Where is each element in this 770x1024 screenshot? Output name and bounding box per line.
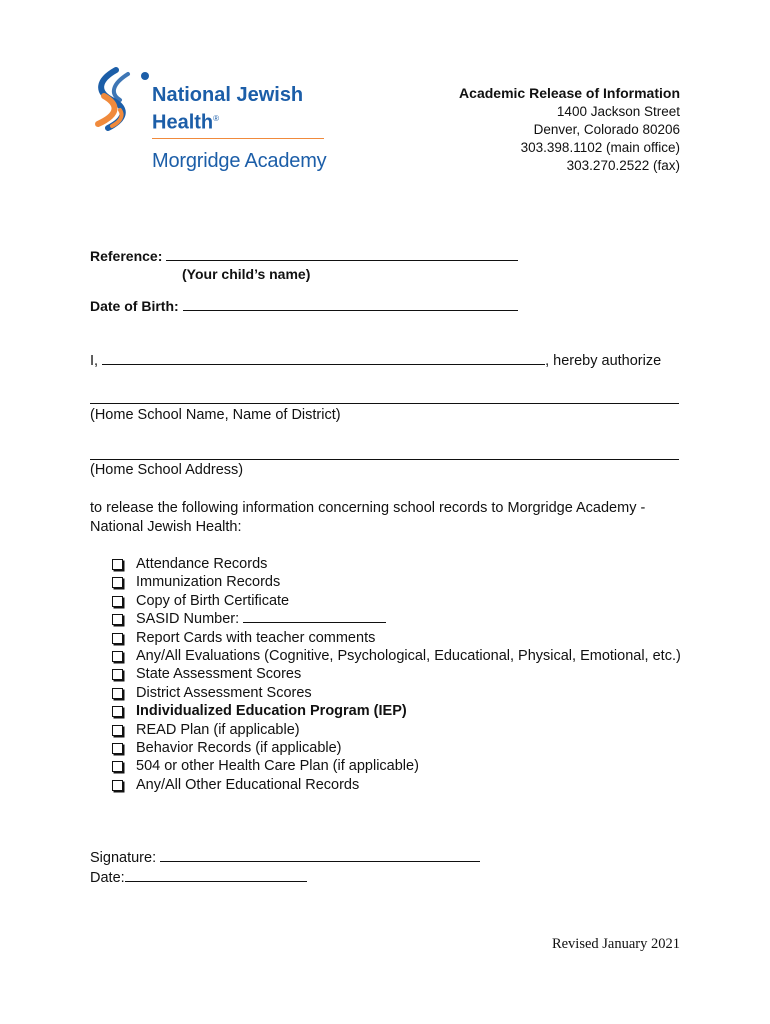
checklist-label: Any/All Other Educational Records [136,776,360,793]
logo-wordmark [152,84,303,135]
checkbox[interactable] [112,577,123,588]
parent-name-field[interactable] [102,352,545,365]
date-field[interactable] [125,869,307,882]
list-item [112,647,682,665]
list-item [112,776,682,794]
phone-main: 303.398.1102 (main office) [520,140,680,155]
checklist-label: Immunization Records [136,574,281,591]
checklist-label: Behavior Records (if applicable) [136,740,342,757]
reference-field[interactable] [166,248,518,261]
school-address-hint: (Home School Address) [90,462,244,478]
list-item [112,665,682,683]
checkbox[interactable] [112,688,123,699]
checkbox[interactable] [112,725,123,736]
i-label: I, [90,353,99,369]
checkbox[interactable] [112,633,123,644]
signature-label: Signature: [90,850,157,866]
reference-hint: (Your child’s name) [182,266,311,282]
checkbox[interactable] [112,651,123,662]
list-item [112,721,682,739]
dob-field[interactable] [183,298,518,311]
checklist-label: State Assessment Scores [136,666,302,683]
list-item [112,573,682,591]
signature-row [90,849,480,866]
checklist-label: READ Plan (if applicable) [136,721,300,738]
phone-fax: 303.270.2522 (fax) [566,158,680,173]
checklist-label: Report Cards with teacher comments [136,629,376,646]
list-item [112,592,682,610]
checkbox[interactable] [112,596,123,607]
checkbox[interactable] [112,761,123,772]
checkbox[interactable] [112,706,123,717]
authorize-row [90,352,661,369]
list-item [112,702,682,720]
reference-row [90,248,518,264]
checkbox[interactable] [112,614,123,625]
revised-date: Revised January 2021 [551,936,680,952]
checklist-label: SASID Number: [136,611,240,628]
checklist-label: Any/All Evaluations (Cognitive, Psychological, Educational, Physical, Emotional, etc.) [136,648,681,665]
school-name-hint: (Home School Name, Name of District) [90,407,341,423]
checklist-label: Copy of Birth Certificate [136,592,290,609]
list-item [112,629,682,647]
logo-org-line1: National Jewish [152,84,304,106]
checklist-label: 504 or other Health Care Plan (if applicable) [136,758,419,775]
release-paragraph: to release the following information concerning school records to Morgridge Academy - National Jewish Health: [90,500,646,535]
list-item [112,684,682,702]
sasid-field[interactable] [243,610,386,623]
date-label: Date: [90,870,125,886]
list-item [112,757,682,775]
dna-helix-icon [90,66,150,136]
checklist-label: Attendance Records [136,556,268,572]
checkbox[interactable] [112,559,123,570]
registered-mark: ® [213,114,220,123]
list-item [112,739,682,757]
dob-row [90,298,518,314]
checkbox[interactable] [112,743,123,754]
dob-label: Date of Birth: [90,298,179,314]
page-title: Academic Release of Information [459,85,680,101]
list-item [112,610,682,628]
signature-field[interactable] [160,849,480,862]
checklist-label: Individualized Education Program (IEP) [136,703,407,720]
logo-org-line2: Health [152,111,214,134]
logo-academy-name: Morgridge Academy [152,150,327,172]
records-checklist [112,555,682,794]
logo-divider [152,138,324,139]
authorize-text: , hereby authorize [545,353,662,369]
reference-label: Reference: [90,248,163,264]
letterhead-address [459,84,680,175]
school-name-field[interactable] [90,403,679,404]
checklist-label: District Assessment Scores [136,684,312,701]
list-item [112,555,682,573]
address-line-2: Denver, Colorado 80206 [533,122,680,137]
address-line-1: 1400 Jackson Street [556,104,680,119]
checkbox[interactable] [112,669,123,680]
date-row [90,869,307,886]
checkbox[interactable] [112,780,123,791]
school-address-field[interactable] [90,459,679,460]
